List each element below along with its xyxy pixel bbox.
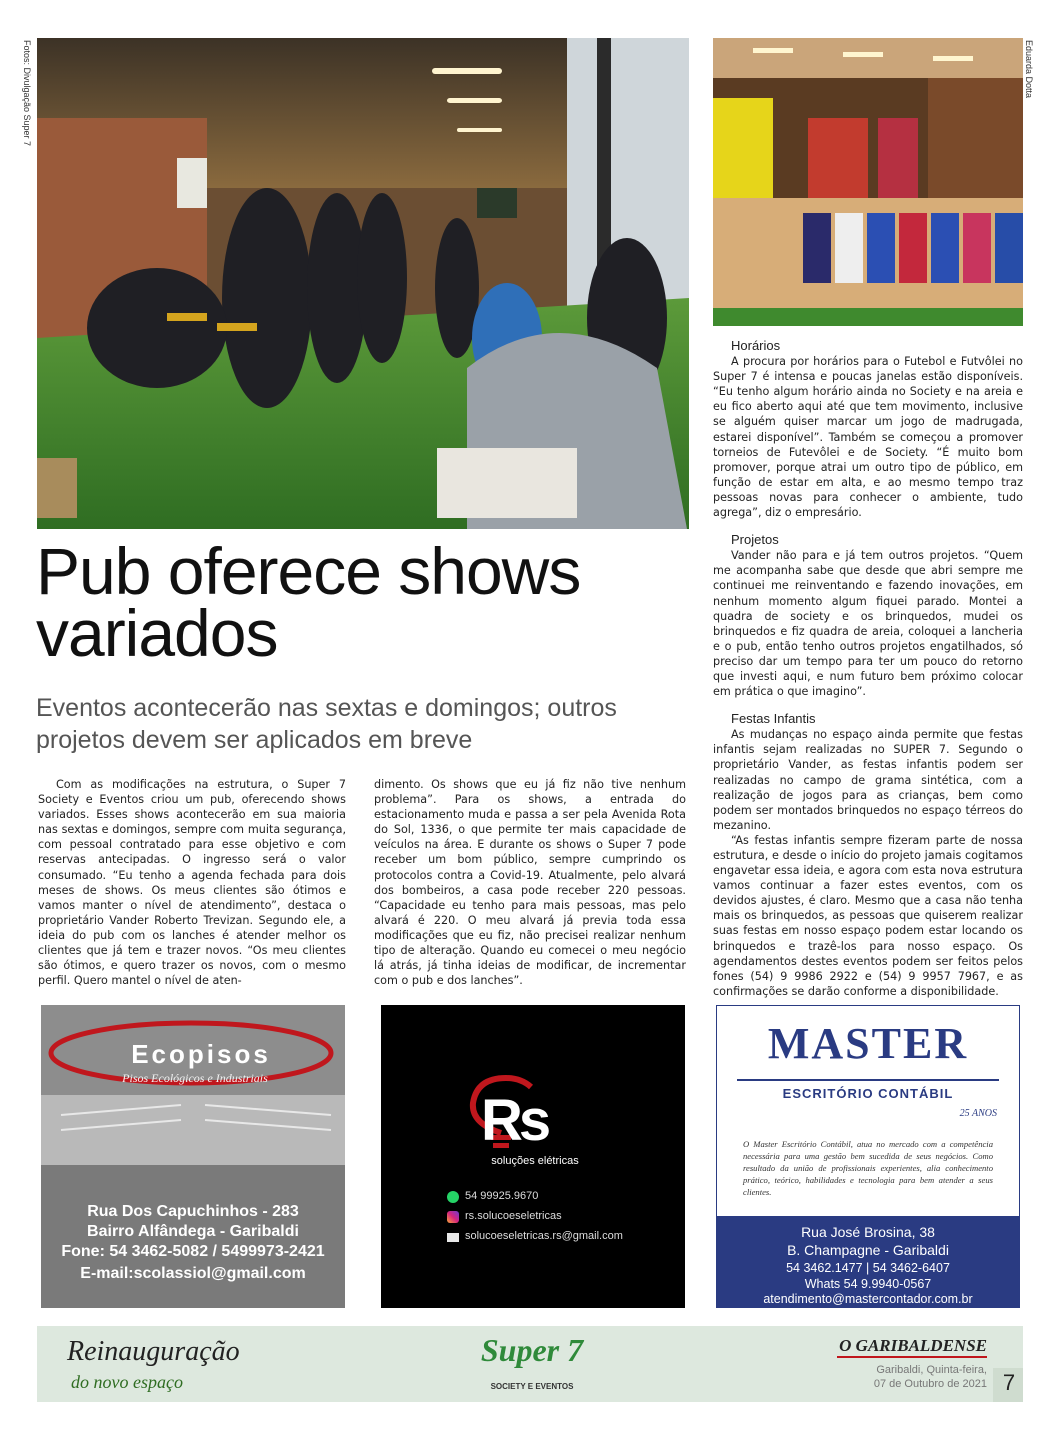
footer-date-line1: Garibaldi, Quinta-feira,: [876, 1364, 987, 1376]
article-column-1: [38, 777, 346, 988]
ecopisos-phone[interactable]: Fone: 54 3462-5082 / 5499973-2421: [61, 1243, 325, 1260]
email-icon: [447, 1233, 459, 1242]
footer-banner: [37, 1326, 1023, 1402]
footer-novo-espaco: do novo espaço: [71, 1372, 183, 1392]
section-paragraph: A procura por horários para o Futebol e Futvôlei no Super 7 é intensa e poucas janelas estão disponíveis. “Eu tenho algum horário ainda no Society e na areia e eu fico aberto aqui até que tem movimento, inclusive se alguém quiser marcar um jogo de madrugada, estarei disponível”. Também se começou a promover torneios de Futevôlei e de Society. “É muito bom promover, porque atrai um outro tipo de público, em função de estar em alta, e ao mesmo tempo traz pessoas novas para conhecer o ambiente, tudo agrega”, diz o empresário.: [713, 355, 1023, 520]
section-horarios: [713, 338, 1023, 520]
ecopisos-tagline: Pisos Ecológicos e Industriais: [122, 1071, 268, 1085]
section-paragraph: “As festas infantis sempre fizeram parte de nossa estrutura, e desde o início do projeto jamais cogitamos engavetar essa ideia, e agora com esta nova estrutura vamos continuar a fazer estes eventos, com os devidos ajustes, é claro. Mesmo que a casa não tenha mais os brinquedos, as pessoas que quiserem realizar suas festas em nosso espaço podem estar locando os brinquedos e trazê-los para nosso espaço. Os agendamentos destes eventos podem ser feitos pelos fones (54) 9 9986 2922 e (54) 9 9957 7967, e as confirmações se darão conforme a disponibilidade.: [713, 833, 1023, 998]
master-years: 25 ANOS: [959, 1108, 997, 1119]
footer-super7-sub: SOCIETY E EVENTOS: [490, 1382, 574, 1391]
master-brand: MASTER: [767, 1019, 969, 1068]
master-phones[interactable]: 54 3462.1477 | 54 3462-6407: [786, 1261, 950, 1275]
headline: Pub oferece shows variados: [36, 534, 581, 670]
section-projetos: [713, 532, 1023, 699]
article-col1-text: Com as modificações na estrutura, o Super 7 Society e Eventos criou um pub, oferecendo shows variados. Esses shows acontecerão em sua maioria nas sextas e domingos, sempre com muita segurança, com pessoal contratado para esse objetivo e com reservas antecipadas. O ingresso será o valor consumado. “Eu tenho a agenda fechada para dois meses de shows. Os meus clientes são ótimos e vamos manter o nível de atendimento”, destaca o proprietário Vander Roberto Trevizan. Segundo ele, a ideia do pub com os lanches é atender melhor os clientes que já tem e trazer novos. “Os meu clientes são ótimos, e quero trazer os novos, com o mesmo perfil. Quero mantel o nível de aten-: [38, 778, 346, 988]
footer-divider: [837, 1356, 987, 1358]
section-paragraph: As mudanças no espaço ainda permite que festas infantis sejam realizadas no SUPER 7. Segundo o proprietário Vander, as festas infantis podem ser realizadas no campo de grama sintética, com a realização de jogos para as crianças, bem como podem ser montados brinquedos no espaço térreos do mezanino.: [713, 728, 1023, 832]
ecopisos-brand: Ecopisos: [131, 1039, 271, 1069]
ad-rs-solucoes[interactable]: [381, 1005, 685, 1308]
ad-master-contabil[interactable]: [716, 1005, 1020, 1308]
rs-instagram[interactable]: rs.solucoeseletricas: [465, 1210, 562, 1222]
footer-reinauguracao: Reinauguração: [67, 1336, 240, 1367]
divider: [737, 1079, 999, 1081]
section-title: Horários: [731, 338, 781, 353]
ecopisos-district: Bairro Alfândega - Garibaldi: [87, 1223, 299, 1240]
section-paragraph: Vander não para e já tem outros projetos. “Quem me acompanha sabe que desde que abri sempre me continuei me reinventando e fazendo inovações, em nenhum momento algum fiquei parado. Montei a quadra de society e os brinquedos, mudei os brinquedos e fiz quadra de areia, coloquei a lancheria e o pub, então tenho outros projetos engatilhados, só preciso dar um tempo para ter um pouco do retorno que investi aqui, e num futuro bem próximo colocar em prática o que imagino”.: [713, 549, 1023, 699]
section-festas-infantis: [713, 711, 1023, 999]
section-title: Festas Infantis: [731, 711, 816, 727]
footer-newspaper: O GARIBALDENSE: [839, 1336, 987, 1355]
rs-email[interactable]: solucoeseletricas.rs@gmail.com: [465, 1230, 623, 1242]
footer-date-line2: 07 de Outubro de 2021: [873, 1378, 987, 1390]
master-subtitle: ESCRITÓRIO CONTÁBIL: [782, 1086, 954, 1101]
pub-photo: [37, 38, 689, 529]
rs-logo: Rs: [481, 1088, 548, 1153]
ecopisos-email[interactable]: E-mail:scolassiol@gmail.com: [80, 1265, 306, 1282]
subtitle: Eventos acontecerão nas sextas e domingos; outros projetos devem ser aplicados em breve: [36, 694, 617, 754]
article-column-2: [374, 777, 686, 988]
whatsapp-icon: [447, 1191, 459, 1203]
instagram-icon: [447, 1211, 459, 1223]
rs-whatsapp[interactable]: 54 99925.9670: [465, 1190, 539, 1202]
rs-subtitle: soluções elétricas: [491, 1155, 579, 1167]
footer-super7-logo: Super 7: [480, 1332, 584, 1368]
master-description: O Master Escritório Contábil, atua no mercado com a competência necessária para uma gestão bem sucedida de seus negócios. Como resultado da união de profissionais experientes, alia conhecimento prático, teórico, habilidades e tecnologia para bem atender a seus clientes.: [743, 1139, 993, 1197]
bar-photo: [713, 38, 1023, 326]
master-whats[interactable]: Whats 54 9.9940-0567: [804, 1277, 932, 1291]
ecopisos-address: Rua Dos Capuchinhos - 283: [87, 1203, 299, 1220]
page-number: 7: [1002, 1370, 1016, 1395]
photo-credit-left: Fotos: Divulgação Super 7: [22, 40, 32, 147]
article-col2-text: dimento. Os shows que eu já fiz não tive nenhum problema”. Para os shows, a entrada do estacionamento muda e passa a ser pela Avenida Rota do Sol, 1336, o que permite ter mais capacidade de veículos na área. E durante os shows o Super 7 pode receber um bom público, sempre cumprindo os protocolos contra a Covid-19. Atualmente, pelo alvará dos bombeiros, a casa pode receber 220 pessoas. “Capacidade eu tenho para mais pessoas, mas pelo alvará é 220. O meu alvará já previa toda essa modificações que eu fiz, não precisei realizar nenhum tipo de alteração. Quando eu comecei o meu negócio lá atrás, já tinha ideias de modificar, de incrementar com o pub e dos lanches”.: [374, 778, 686, 988]
article-column-3: [713, 338, 1023, 1007]
master-district: B. Champagne - Garibaldi: [787, 1242, 949, 1258]
photo-credit-right: Eduarda Dotta: [1024, 40, 1034, 99]
master-address: Rua José Brosina, 38: [801, 1224, 935, 1240]
ad-ecopisos[interactable]: [41, 1005, 345, 1308]
section-title: Projetos: [731, 532, 779, 548]
master-email[interactable]: atendimento@mastercontador.com.br: [763, 1292, 973, 1306]
